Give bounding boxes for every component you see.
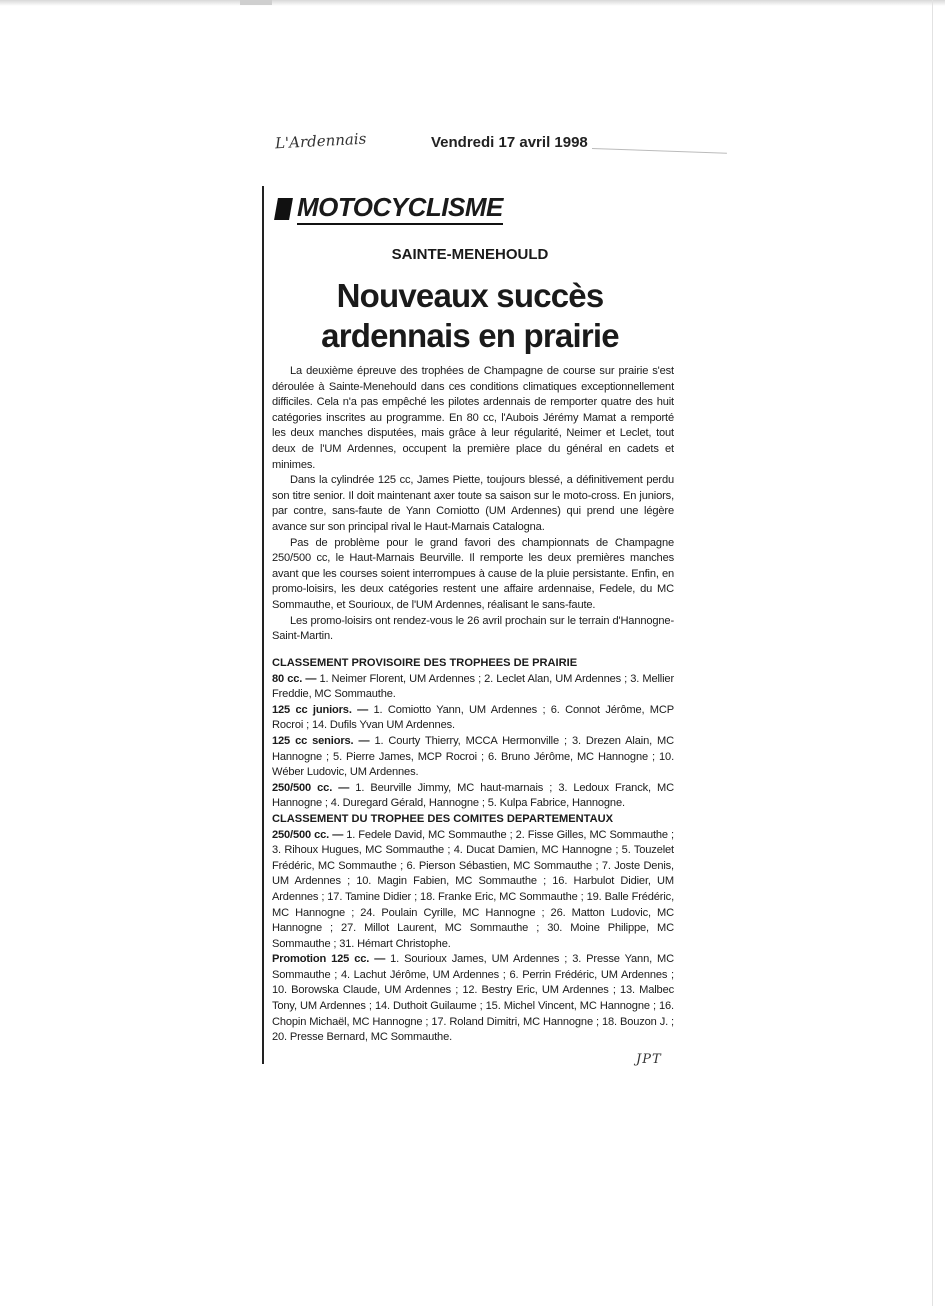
article — [262, 186, 676, 1064]
paragraph: Dans la cylindrée 125 cc, James Piette, toujours blessé, a définitivement perdu son titre senior. Il doit maintenant axer toute sa saison sur le moto-cross. En juniors, par contre, sans-faute de Yann Comiotto (UM Ardennes) qui prend une légère avance sur son principal rival le Haut-Marnais Catalogna. — [272, 474, 674, 533]
results-heading: CLASSEMENT PROVISOIRE DES TROPHEES DE PRAIRIE — [272, 657, 578, 669]
results-heading: CLASSEMENT DU TROPHEE DES COMITES DEPARTEMENTAUX — [272, 812, 614, 825]
result-category — [272, 672, 674, 703]
headline-line-1: Nouveaux succès — [336, 277, 604, 314]
result-category — [272, 781, 674, 812]
category-name: 125 cc juniors. — — [272, 703, 369, 716]
author-signature: JPT — [636, 1052, 662, 1067]
scan-line — [932, 0, 933, 1306]
newspaper-source: L'Ardennais — [274, 129, 367, 153]
category-results: 1. Sourioux James, UM Ardennes ; 3. Presse Yann, MC Sommauthe ; 4. Lachut Jérôme, UM Ardennes ; 6. Perrin Frédéric, UM Ardennes ; 10. Borowska Claude, UM Ardennes ; 12. Bestry Eric, UM Ardennes ; 13. Malbec Tony, UM Ardennes ; 14. Duthoit Guilaume ; 15. Michel Vincent, MC Hannogne ; 16. Chopin Michaël, MC Hannogne ; 17. Roland Dimitri, MC Hannogne ; 18. Bouzon J. ; 20. Presse Bernard, MC Sommauthe. — [272, 953, 674, 1044]
category-results: 1. Fedele David, MC Sommauthe ; 2. Fisse Gilles, MC Sommauthe ; 3. Rihoux Hugues, MC Sommauthe ; 4. Ducat Damien, MC Hannogne ; 5. Touzelet Frédéric, MC Sommauthe ; 6. Pierson Sébastien, MC Sommauthe ; 7. Joste Denis, UM Ardennes ; 10. Magin Fabien, MC Sommauthe ; 16. Harbulot Didier, UM Ardennes ; 17. Tamine Didier ; 18. Franke Eric, MC Sommauthe ; 19. Balle Frédéric, MC Hannogne ; 24. Poulain Cyrille, MC Hannogne ; 26. Matton Ludovic, MC Hannogne ; 27. Millot Laurent, MC Sommauthe ; 30. Moine Philippe, MC Sommauthe ; 31. Hémart Christophe. — [272, 828, 674, 950]
category-name: 250/500 cc. — — [272, 828, 344, 841]
category-name: 80 cc. — — [272, 672, 317, 685]
headline-line-2: ardennais en prairie — [321, 317, 619, 354]
category-name: Promotion 125 cc. — — [272, 953, 386, 966]
category-name: 125 cc seniors. — — [272, 734, 370, 747]
article-headline — [264, 276, 676, 356]
category-name: 250/500 cc. — — [272, 781, 350, 794]
category-results: 1. Comiotto Yann, UM Ardennes ; 6. Connot Jérôme, MCP Rocroi ; 14. Dufils Yvan UM Ardennes. — [272, 703, 675, 732]
scan-edge — [0, 0, 945, 6]
paragraph: Les promo-loisirs ont rendez-vous le 26 avril prochain sur le terrain d'Hannogne-Saint-Martin. — [272, 614, 674, 643]
result-category — [272, 952, 674, 1046]
category-results: 1. Neimer Florent, UM Ardennes ; 2. Leclet Alan, UM Ardennes ; 3. Mellier Freddie, MC Sommauthe. — [272, 672, 674, 701]
result-category — [272, 828, 674, 953]
results — [272, 656, 674, 1046]
result-category — [272, 703, 674, 734]
paragraph: Pas de problème pour le grand favori des championnats de Champagne 250/500 cc, le Haut-Marnais Beurville. Il remporte les deux premières manches avant que les courses soient interrompues à cause de la pluie persistante. Enfin, en promo-loisirs, les deux catégories restent une affaire ardennaise, Fedele, du MC Sommauthe, et Sourioux, de l'UM Ardennes, réalisant le sans-faute. — [272, 536, 674, 611]
rubric-square-icon — [274, 198, 293, 220]
category-results: 1. Courty Thierry, MCCA Hermonville ; 3. Drezen Alain, MC Hannogne ; 5. Pierre James, MCP Rocroi ; 6. Bruno Jérôme, MC Hannogne ; 10. Wéber Ludovic, UM Ardennes. — [272, 734, 674, 779]
category-results: 1. Beurville Jimmy, MC haut-marnais ; 3. Ledoux Franck, MC Hannogne ; 4. Duregard Gérald, Hannogne ; 5. Kulpa Fabrice, Hannogne. — [272, 781, 674, 810]
rubric-title: MOTOCYCLISME — [297, 192, 503, 225]
result-category — [272, 734, 674, 781]
article-body — [272, 364, 674, 645]
scan-mark — [240, 0, 272, 5]
publication-date: Vendredi 17 avril 1998 — [431, 134, 588, 151]
article-kicker: SAINTE-MENEHOULD — [391, 246, 549, 263]
rubric — [276, 192, 503, 225]
paragraph: La deuxième épreuve des trophées de Champagne de course sur prairie s'est déroulée à Sainte-Menehould dans ces conditions climatiques exceptionnellement difficiles. Cela n'a pas empêché les pilotes ardennais de remporter quatre des huit catégories inscrites au programme. En 80 cc, l'Aubois Jérémy Mamat a remporté les deux manches disputées, mais grâce à leur régularité, Neimer et Leclet, tout deux de l'UM Ardennes, occupent la première place du général en cadets et minimes. — [272, 365, 674, 471]
